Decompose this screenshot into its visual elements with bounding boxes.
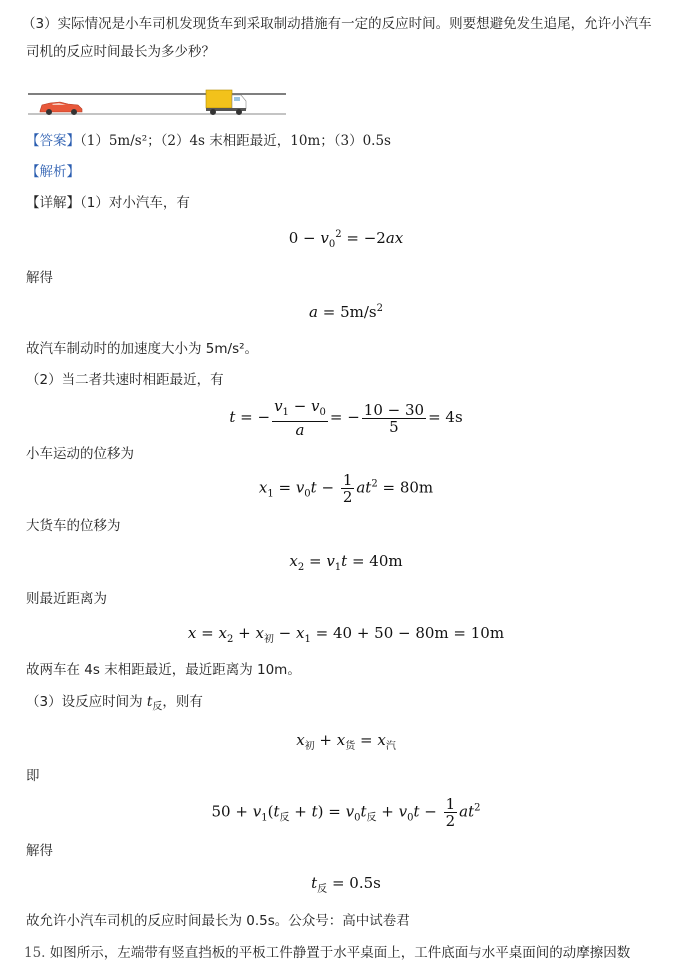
equation-3: t = − $\frac{v_1 - v_0}{a}$ = − $\frac{10 - 30}{5}$ = 4s bbox=[229, 397, 463, 439]
analysis-tag: 【解析】 bbox=[26, 164, 80, 180]
small-car-disp-label: 小车运动的位移为 bbox=[26, 446, 134, 462]
solve-3-label: 解得 bbox=[26, 843, 53, 859]
question-3-text: （3）实际情况是小车司机发现货车到采取制动措施有一定的反应时间。则要想避免发生追尾，允许小汽车 bbox=[22, 16, 652, 32]
conclusion-1: 故汽车制动时的加速度大小为 5m/s²。 bbox=[26, 341, 259, 357]
equation-7: $x_初 + x_货 = x_汽$ bbox=[296, 731, 396, 752]
answer-text: （1）5m/s²；（2）4s 末相距最近，10m；（3）0.5s bbox=[80, 133, 391, 149]
ji-label: 即 bbox=[26, 768, 40, 784]
next-question-text: 如图所示，左端带有竖直挡板的平板工件静置于水平桌面上，工件底面与水平桌面间的动摩擦因数 bbox=[49, 945, 631, 961]
equation-8: $50 + v_1(t_反 + t) = v_0t_反 + v_0t$ − $\frac{1}{2}$ $at^2$ bbox=[211, 795, 481, 830]
equation-2: $a = 5m/s^2$ bbox=[309, 303, 383, 321]
car-icon bbox=[40, 102, 82, 115]
equation-5: $x_2 = v_1t = 40m$ bbox=[289, 552, 403, 573]
answer-tag: 【答案】 bbox=[26, 133, 80, 149]
detail-part-1: （1）对小汽车，有 bbox=[80, 195, 190, 211]
part-3-suffix: ，则有 bbox=[162, 694, 203, 710]
road-illustration bbox=[28, 84, 286, 118]
truck-disp-label: 大货车的位移为 bbox=[26, 518, 121, 534]
conclusion-2: 故两车在 4s 末相距最近，最近距离为 10m。 bbox=[26, 662, 301, 678]
conclusion-3: 故允许小汽车司机的反应时间最长为 0.5s。公众号：高中试卷君 bbox=[26, 913, 410, 929]
question-number: 15. bbox=[24, 945, 46, 961]
solve-1-label: 解得 bbox=[26, 270, 53, 286]
equation-6: $x = x_2 + x_初 - x_1 = 40 + 50 - 80m = 10m$ bbox=[187, 624, 505, 645]
nearest-label: 则最近距离为 bbox=[26, 591, 107, 607]
part-2-intro: （2）当二者共速时相距最近，有 bbox=[26, 372, 224, 388]
equation-4: $x_1 = v_0t$ − $\frac{1}{2}$ $at^2 = 80m$ bbox=[258, 471, 434, 506]
question-3-text-cont: 司机的反应时间最长为多少秒？ bbox=[26, 44, 215, 60]
equation-1: $0 - v_0^2 = -2ax$ bbox=[288, 229, 404, 250]
part-3-prefix: （3）设反应时间为 bbox=[26, 694, 143, 710]
equation-9: $t_反 = 0.5s$ bbox=[311, 874, 381, 895]
detail-tag: 【详解】 bbox=[26, 195, 80, 211]
